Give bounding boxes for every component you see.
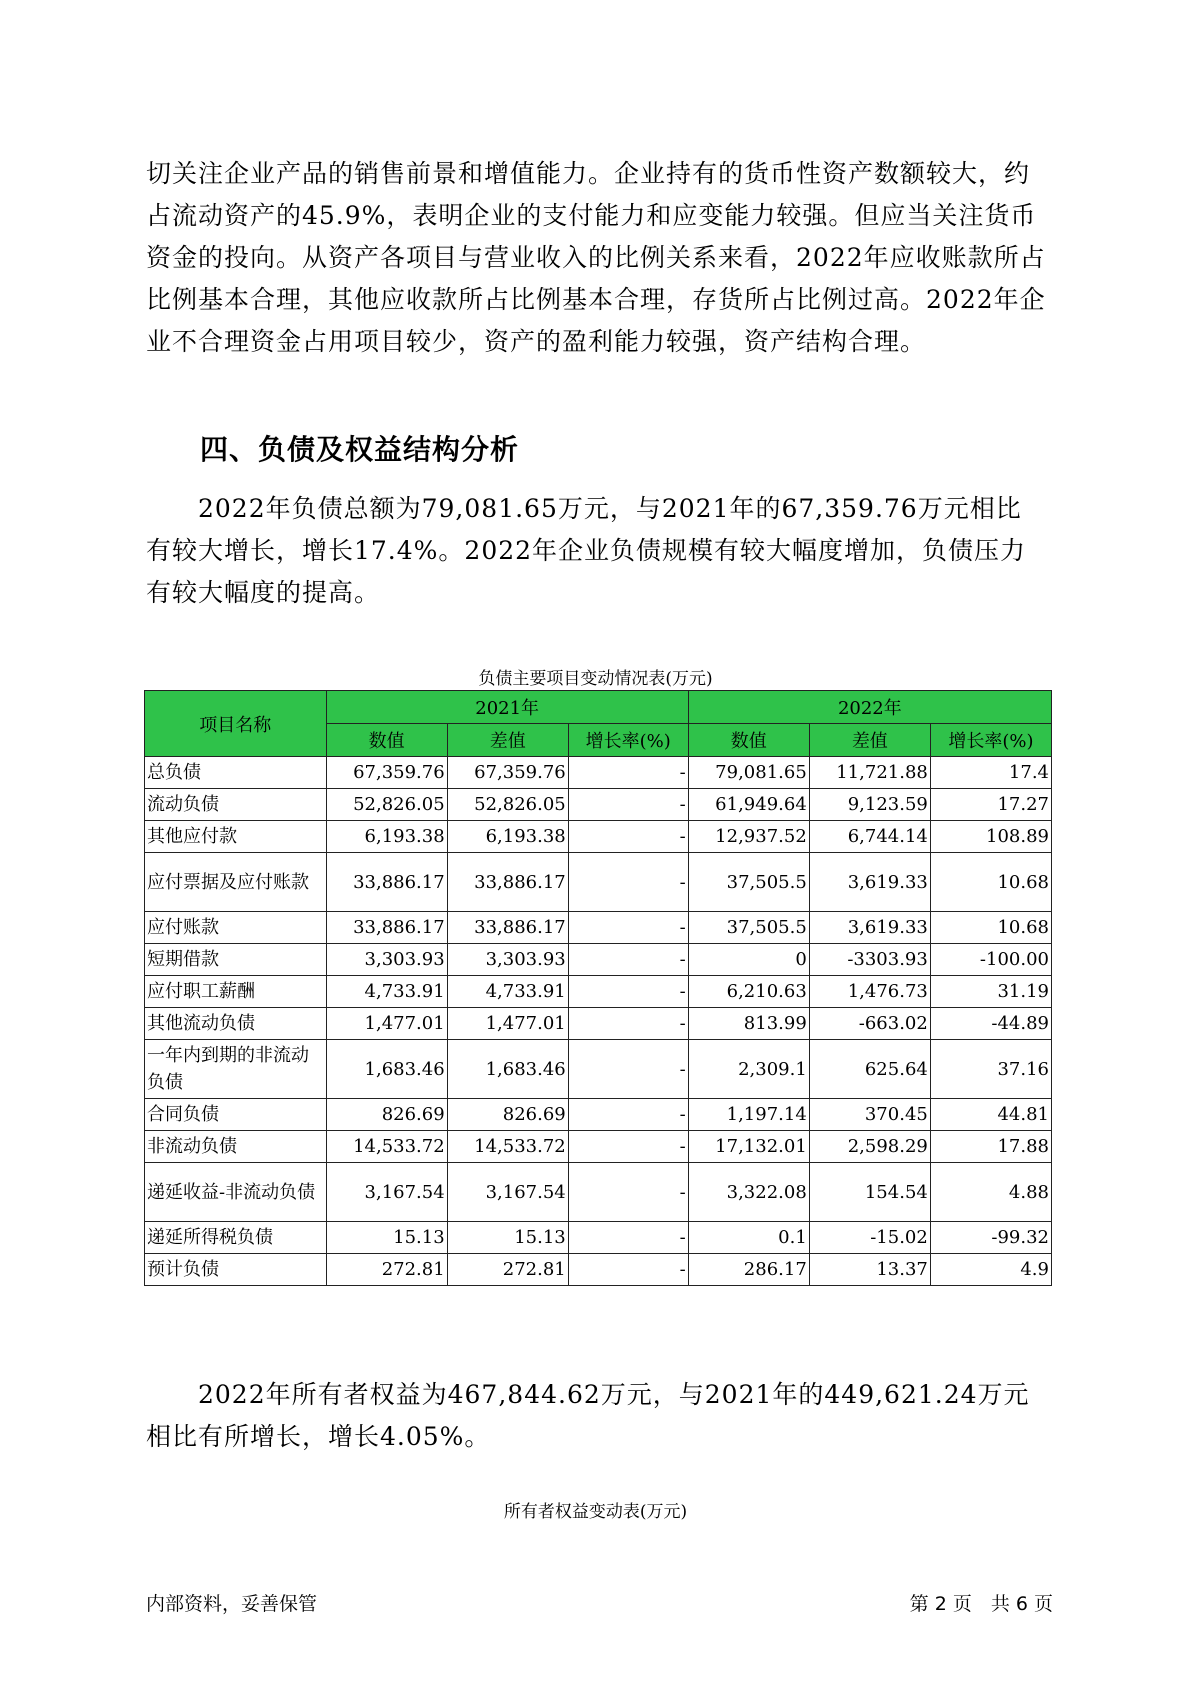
cell-growth-2021: - [568, 1131, 688, 1163]
cell-value-2021: 4,733.91 [326, 976, 447, 1008]
header-diff-2021: 差值 [447, 724, 568, 757]
cell-growth-2021: - [568, 1254, 688, 1286]
cell-growth-2022: 31.19 [930, 976, 1051, 1008]
cell-diff-2022: -663.02 [809, 1008, 930, 1040]
cell-value-2022: 37,505.5 [688, 853, 809, 912]
liability-text: 2022年负债总额为79,081.65万元，与2021年的67,359.76万元相比有较大增长，增长17.4%。2022年企业负债规模有较大幅度增加，负债压力有较大幅度的提高。 [146, 494, 1027, 607]
header-diff-2022: 差值 [809, 724, 930, 757]
row-item-name: 总负债 [145, 757, 327, 789]
table-row [145, 757, 1052, 789]
table-body [145, 757, 1052, 1286]
header-growth-2022: 增长率(%) [930, 724, 1051, 757]
row-item-name: 递延所得税负债 [145, 1222, 327, 1254]
cell-diff-2022: 11,721.88 [809, 757, 930, 789]
row-item-name: 非流动负债 [145, 1131, 327, 1163]
cell-growth-2022: 10.68 [930, 912, 1051, 944]
row-item-name: 短期借款 [145, 944, 327, 976]
table-row [145, 821, 1052, 853]
cell-growth-2022: 17.88 [930, 1131, 1051, 1163]
cell-value-2022: 3,322.08 [688, 1163, 809, 1222]
cell-value-2022: 0 [688, 944, 809, 976]
cell-diff-2022: 3,619.33 [809, 912, 930, 944]
header-year-2021: 2021年 [326, 691, 688, 724]
row-item-name: 其他流动负债 [145, 1008, 327, 1040]
cell-diff-2021: 3,303.93 [447, 944, 568, 976]
table-row [145, 1163, 1052, 1222]
cell-diff-2022: 9,123.59 [809, 789, 930, 821]
cell-value-2022: 79,081.65 [688, 757, 809, 789]
cell-growth-2022: -44.89 [930, 1008, 1051, 1040]
header-value-2022: 数值 [688, 724, 809, 757]
row-item-name: 预计负债 [145, 1254, 327, 1286]
cell-diff-2021: 15.13 [447, 1222, 568, 1254]
cell-growth-2021: - [568, 853, 688, 912]
cell-value-2022: 286.17 [688, 1254, 809, 1286]
cell-value-2021: 67,359.76 [326, 757, 447, 789]
cell-value-2022: 17,132.01 [688, 1131, 809, 1163]
cell-diff-2021: 1,477.01 [447, 1008, 568, 1040]
cell-diff-2021: 3,167.54 [447, 1163, 568, 1222]
cell-value-2021: 3,303.93 [326, 944, 447, 976]
table-row [145, 1008, 1052, 1040]
header-year-2022: 2022年 [688, 691, 1051, 724]
cell-value-2022: 0.1 [688, 1222, 809, 1254]
cell-diff-2022: 13.37 [809, 1254, 930, 1286]
cell-diff-2021: 6,193.38 [447, 821, 568, 853]
cell-growth-2022: -99.32 [930, 1222, 1051, 1254]
table-row [145, 853, 1052, 912]
cell-value-2021: 33,886.17 [326, 912, 447, 944]
cell-growth-2021: - [568, 1222, 688, 1254]
row-item-name: 应付职工薪酬 [145, 976, 327, 1008]
cell-diff-2022: -15.02 [809, 1222, 930, 1254]
cell-value-2021: 14,533.72 [326, 1131, 447, 1163]
cell-growth-2022: 44.81 [930, 1099, 1051, 1131]
cell-value-2021: 1,683.46 [326, 1040, 447, 1099]
row-item-name: 应付票据及应付账款 [145, 853, 327, 912]
cell-diff-2021: 52,826.05 [447, 789, 568, 821]
row-item-name: 合同负债 [145, 1099, 327, 1131]
cell-growth-2021: - [568, 821, 688, 853]
cell-diff-2022: 370.45 [809, 1099, 930, 1131]
cell-value-2022: 37,505.5 [688, 912, 809, 944]
equity-text: 2022年所有者权益为467,844.62万元，与2021年的449,621.24万元相比有所增长，增长4.05%。 [146, 1380, 1030, 1451]
cell-diff-2021: 14,533.72 [447, 1131, 568, 1163]
table-row [145, 976, 1052, 1008]
cell-diff-2022: 625.64 [809, 1040, 930, 1099]
section-heading: 四、负债及权益结构分析 [200, 433, 520, 466]
cell-diff-2021: 67,359.76 [447, 757, 568, 789]
cell-value-2022: 6,210.63 [688, 976, 809, 1008]
cell-diff-2022: 1,476.73 [809, 976, 930, 1008]
table-row [145, 1222, 1052, 1254]
table-row [145, 944, 1052, 976]
cell-value-2021: 15.13 [326, 1222, 447, 1254]
header-growth-2021: 增长率(%) [568, 724, 688, 757]
row-item-name: 递延收益-非流动负债 [145, 1163, 327, 1222]
table-row [145, 1099, 1052, 1131]
cell-diff-2022: 6,744.14 [809, 821, 930, 853]
table-row [145, 1254, 1052, 1286]
cell-growth-2021: - [568, 976, 688, 1008]
cell-growth-2021: - [568, 1163, 688, 1222]
cell-growth-2021: - [568, 1008, 688, 1040]
cell-value-2022: 1,197.14 [688, 1099, 809, 1131]
cell-value-2021: 1,477.01 [326, 1008, 447, 1040]
header-item-name: 项目名称 [145, 691, 327, 757]
row-item-name: 其他应付款 [145, 821, 327, 853]
cell-growth-2022: 17.27 [930, 789, 1051, 821]
cell-diff-2022: 3,619.33 [809, 853, 930, 912]
table-caption: 负债主要项目变动情况表(万元) [478, 669, 713, 689]
cell-value-2022: 12,937.52 [688, 821, 809, 853]
cell-value-2021: 33,886.17 [326, 853, 447, 912]
table-row [145, 912, 1052, 944]
table-row [145, 1131, 1052, 1163]
cell-growth-2022: 108.89 [930, 821, 1051, 853]
cell-growth-2021: - [568, 1099, 688, 1131]
cell-growth-2022: 4.9 [930, 1254, 1051, 1286]
intro-paragraph: 切关注企业产品的销售前景和增值能力。企业持有的货币性资产数额较大，约占流动资产的45.9%，表明企业的支付能力和应变能力较强。但应当关注货币资金的投向。从资产各项目与营业收入的比例关系来看，2022年应收账款所占比例基本合理，其他应收款所占比例基本合理，存货所占比例过高。2022年企业不合理资金占用项目较少，资产的盈利能力较强，资产结构合理。 [146, 159, 1046, 356]
row-item-name: 流动负债 [145, 789, 327, 821]
cell-growth-2021: - [568, 944, 688, 976]
equity-caption: 所有者权益变动表(万元) [503, 1502, 688, 1522]
cell-diff-2021: 33,886.17 [447, 853, 568, 912]
table-row [145, 1040, 1052, 1099]
cell-diff-2021: 1,683.46 [447, 1040, 568, 1099]
cell-value-2021: 52,826.05 [326, 789, 447, 821]
cell-value-2021: 826.69 [326, 1099, 447, 1131]
page-number: 第 2 页 共 6 页 [909, 1593, 1053, 1615]
cell-growth-2021: - [568, 912, 688, 944]
cell-diff-2022: 2,598.29 [809, 1131, 930, 1163]
cell-value-2021: 6,193.38 [326, 821, 447, 853]
table-row [145, 789, 1052, 821]
cell-growth-2022: 37.16 [930, 1040, 1051, 1099]
header-value-2021: 数值 [326, 724, 447, 757]
equity-paragraph [146, 1374, 1046, 1458]
liability-paragraph [146, 488, 1046, 614]
cell-growth-2022: 10.68 [930, 853, 1051, 912]
cell-growth-2021: - [568, 757, 688, 789]
footer-left: 内部资料，妥善保管 [146, 1593, 318, 1615]
cell-value-2021: 3,167.54 [326, 1163, 447, 1222]
cell-diff-2022: 154.54 [809, 1163, 930, 1222]
cell-value-2022: 813.99 [688, 1008, 809, 1040]
cell-growth-2021: - [568, 789, 688, 821]
cell-diff-2021: 4,733.91 [447, 976, 568, 1008]
cell-diff-2021: 826.69 [447, 1099, 568, 1131]
cell-growth-2022: -100.00 [930, 944, 1051, 976]
cell-value-2021: 272.81 [326, 1254, 447, 1286]
cell-value-2022: 2,309.1 [688, 1040, 809, 1099]
cell-growth-2022: 4.88 [930, 1163, 1051, 1222]
row-item-name: 应付账款 [145, 912, 327, 944]
row-item-name: 一年内到期的非流动负债 [145, 1040, 327, 1099]
cell-diff-2021: 33,886.17 [447, 912, 568, 944]
cell-diff-2021: 272.81 [447, 1254, 568, 1286]
liability-table [144, 690, 1052, 1286]
cell-diff-2022: -3303.93 [809, 944, 930, 976]
cell-growth-2022: 17.4 [930, 757, 1051, 789]
cell-value-2022: 61,949.64 [688, 789, 809, 821]
cell-growth-2021: - [568, 1040, 688, 1099]
